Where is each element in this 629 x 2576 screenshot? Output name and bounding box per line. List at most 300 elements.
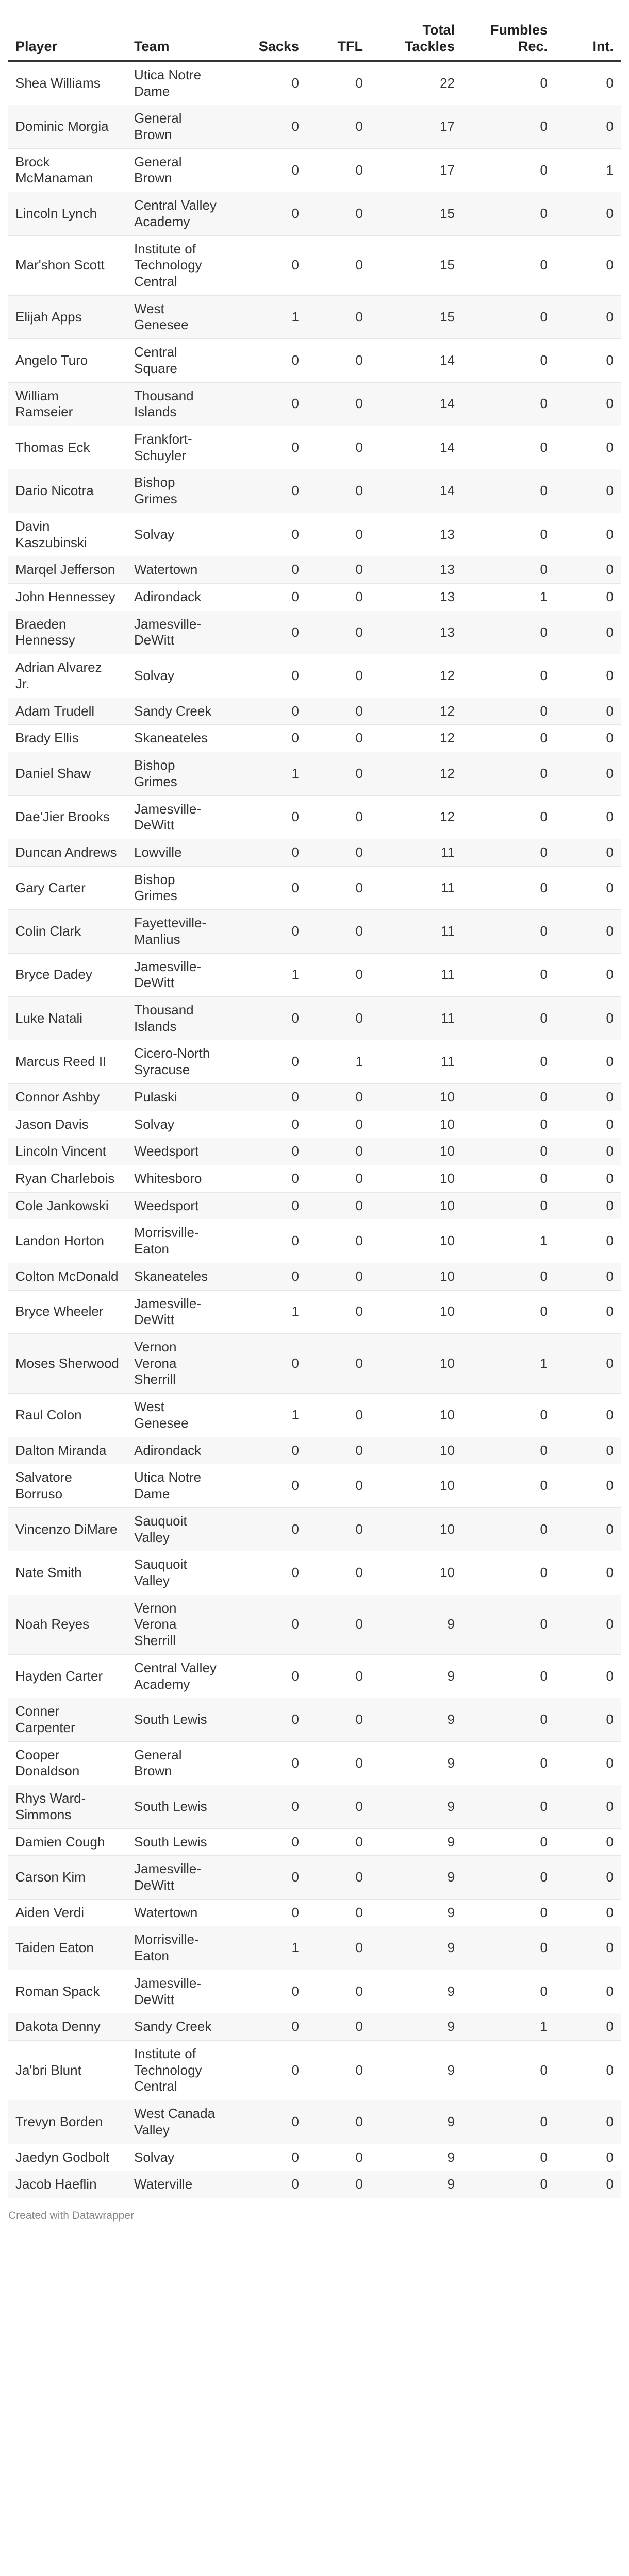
cell-player: Landon Horton (8, 1219, 127, 1263)
cell-team: Jamesville-DeWitt (127, 1856, 228, 1899)
cell-int: 0 (555, 1899, 621, 1926)
table-row (8, 910, 621, 953)
cell-tfl: 0 (306, 1111, 370, 1138)
cell-player: Moses Sherwood (8, 1334, 127, 1394)
cell-team: General Brown (127, 105, 228, 148)
cell-int: 0 (555, 996, 621, 1040)
cell-team: Central Square (127, 339, 228, 382)
cell-player: Gary Carter (8, 866, 127, 909)
cell-team: Fayetteville-Manlius (127, 910, 228, 953)
cell-int: 0 (555, 1926, 621, 1970)
cell-sacks: 0 (228, 584, 306, 611)
cell-team: Bishop Grimes (127, 469, 228, 513)
header-tfl[interactable]: TFL (306, 15, 370, 61)
cell-sacks: 1 (228, 1394, 306, 1437)
footer-credit: Created with Datawrapper (8, 2210, 134, 2222)
cell-int: 0 (555, 1595, 621, 1654)
cell-team: Morrisville-Eaton (127, 1219, 228, 1263)
cell-total-tackles: 13 (370, 611, 462, 654)
table-row (8, 1654, 621, 1698)
header-team[interactable]: Team (127, 15, 228, 61)
cell-total-tackles: 9 (370, 2171, 462, 2198)
cell-team: Adirondack (127, 1437, 228, 1464)
cell-sacks: 0 (228, 1654, 306, 1698)
cell-tfl: 0 (306, 866, 370, 909)
cell-total-tackles: 11 (370, 996, 462, 1040)
cell-sacks: 1 (228, 1926, 306, 1970)
table-row (8, 2041, 621, 2100)
cell-total-tackles: 13 (370, 556, 462, 584)
cell-int: 0 (555, 1290, 621, 1333)
cell-team: Watertown (127, 1899, 228, 1926)
stats-table (8, 15, 621, 2198)
cell-player: Marcus Reed II (8, 1040, 127, 1083)
cell-sacks: 0 (228, 1192, 306, 1219)
table-row (8, 1926, 621, 1970)
cell-tfl: 0 (306, 1698, 370, 1741)
cell-sacks: 0 (228, 1856, 306, 1899)
cell-sacks: 0 (228, 1219, 306, 1263)
cell-fumbles-rec: 0 (462, 1654, 555, 1698)
cell-team: General Brown (127, 148, 228, 192)
table-row (8, 105, 621, 148)
cell-sacks: 0 (228, 910, 306, 953)
cell-player: Noah Reyes (8, 1595, 127, 1654)
cell-team: Thousand Islands (127, 996, 228, 1040)
cell-team: West Canada Valley (127, 2100, 228, 2144)
table-row (8, 1595, 621, 1654)
cell-int: 0 (555, 654, 621, 698)
cell-total-tackles: 14 (370, 426, 462, 469)
cell-player: Adam Trudell (8, 698, 127, 725)
cell-sacks: 0 (228, 1551, 306, 1595)
cell-player: Dario Nicotra (8, 469, 127, 513)
table-row (8, 1111, 621, 1138)
cell-sacks: 0 (228, 654, 306, 698)
cell-tfl: 0 (306, 1192, 370, 1219)
cell-sacks: 0 (228, 1111, 306, 1138)
cell-tfl: 0 (306, 61, 370, 105)
cell-player: Marqel Jefferson (8, 556, 127, 584)
cell-fumbles-rec: 0 (462, 1970, 555, 2013)
cell-team: Morrisville-Eaton (127, 1926, 228, 1970)
cell-team: Bishop Grimes (127, 752, 228, 795)
table-row (8, 339, 621, 382)
cell-int: 0 (555, 866, 621, 909)
table-row (8, 1437, 621, 1464)
cell-sacks: 0 (228, 725, 306, 752)
cell-player: Rhys Ward-Simmons (8, 1785, 127, 1828)
cell-tfl: 0 (306, 1741, 370, 1785)
cell-tfl: 0 (306, 192, 370, 235)
table-row (8, 866, 621, 909)
cell-sacks: 1 (228, 752, 306, 795)
cell-fumbles-rec: 0 (462, 752, 555, 795)
cell-team: Sauquoit Valley (127, 1551, 228, 1595)
cell-fumbles-rec: 0 (462, 1856, 555, 1899)
cell-fumbles-rec: 0 (462, 2171, 555, 2198)
cell-fumbles-rec: 0 (462, 1595, 555, 1654)
cell-tfl: 0 (306, 105, 370, 148)
cell-tfl: 0 (306, 2100, 370, 2144)
cell-int: 0 (555, 1219, 621, 1263)
cell-sacks: 0 (228, 339, 306, 382)
cell-int: 0 (555, 1437, 621, 1464)
cell-fumbles-rec: 0 (462, 1040, 555, 1083)
cell-total-tackles: 10 (370, 1394, 462, 1437)
cell-player: Cole Jankowski (8, 1192, 127, 1219)
cell-sacks: 0 (228, 556, 306, 584)
cell-sacks: 0 (228, 235, 306, 295)
cell-int: 0 (555, 295, 621, 338)
cell-player: Angelo Turo (8, 339, 127, 382)
cell-int: 0 (555, 2100, 621, 2144)
cell-sacks: 0 (228, 1083, 306, 1111)
cell-int: 0 (555, 1785, 621, 1828)
cell-tfl: 0 (306, 1138, 370, 1165)
cell-team: Jamesville-DeWitt (127, 611, 228, 654)
cell-player: Conner Carpenter (8, 1698, 127, 1741)
cell-team: Skaneateles (127, 725, 228, 752)
table-row (8, 148, 621, 192)
cell-int: 0 (555, 2041, 621, 2100)
cell-int: 0 (555, 1263, 621, 1290)
cell-total-tackles: 14 (370, 382, 462, 426)
cell-player: William Ramseier (8, 382, 127, 426)
table-row (8, 1970, 621, 2013)
cell-total-tackles: 14 (370, 469, 462, 513)
table-row (8, 2144, 621, 2171)
cell-tfl: 0 (306, 1083, 370, 1111)
cell-player: Daniel Shaw (8, 752, 127, 795)
table-row (8, 469, 621, 513)
cell-fumbles-rec: 0 (462, 61, 555, 105)
cell-int: 0 (555, 1856, 621, 1899)
table-row (8, 611, 621, 654)
cell-team: Lowville (127, 839, 228, 866)
cell-player: Carson Kim (8, 1856, 127, 1899)
cell-player: Bryce Dadey (8, 953, 127, 996)
cell-player: Colin Clark (8, 910, 127, 953)
cell-team: Vernon Verona Sherrill (127, 1595, 228, 1654)
cell-team: South Lewis (127, 1785, 228, 1828)
cell-tfl: 0 (306, 1464, 370, 1507)
cell-tfl: 0 (306, 953, 370, 996)
table-row (8, 1290, 621, 1333)
table-row (8, 556, 621, 584)
cell-sacks: 0 (228, 61, 306, 105)
cell-player: Jaedyn Godbolt (8, 2144, 127, 2171)
cell-tfl: 0 (306, 1165, 370, 1193)
cell-team: Cicero-North Syracuse (127, 1040, 228, 1083)
cell-sacks: 0 (228, 1595, 306, 1654)
cell-int: 0 (555, 1111, 621, 1138)
cell-int: 0 (555, 584, 621, 611)
cell-player: Bryce Wheeler (8, 1290, 127, 1333)
cell-tfl: 0 (306, 469, 370, 513)
table-row (8, 1040, 621, 1083)
table-row (8, 1464, 621, 1507)
cell-total-tackles: 9 (370, 2041, 462, 2100)
cell-team: Whitesboro (127, 1165, 228, 1193)
cell-team: Sauquoit Valley (127, 1507, 228, 1551)
cell-sacks: 0 (228, 1785, 306, 1828)
header-fumbles-rec[interactable]: Fumbles Rec. (462, 15, 555, 61)
cell-fumbles-rec: 0 (462, 382, 555, 426)
cell-tfl: 0 (306, 1394, 370, 1437)
cell-tfl: 0 (306, 910, 370, 953)
table-row (8, 752, 621, 795)
cell-player: Hayden Carter (8, 1654, 127, 1698)
cell-fumbles-rec: 0 (462, 1083, 555, 1111)
cell-int: 0 (555, 1970, 621, 2013)
cell-tfl: 0 (306, 1926, 370, 1970)
cell-int: 0 (555, 1165, 621, 1193)
cell-total-tackles: 17 (370, 105, 462, 148)
cell-tfl: 0 (306, 1507, 370, 1551)
table-row (8, 1334, 621, 1394)
table-row (8, 235, 621, 295)
cell-total-tackles: 22 (370, 61, 462, 105)
cell-team: West Genesee (127, 1394, 228, 1437)
table-row (8, 1856, 621, 1899)
cell-fumbles-rec: 0 (462, 556, 555, 584)
cell-sacks: 0 (228, 795, 306, 839)
cell-player: Jacob Haeflin (8, 2171, 127, 2198)
table-row (8, 839, 621, 866)
cell-team: Bishop Grimes (127, 866, 228, 909)
cell-sacks: 0 (228, 1507, 306, 1551)
cell-fumbles-rec: 0 (462, 1192, 555, 1219)
cell-tfl: 0 (306, 513, 370, 556)
cell-team: Adirondack (127, 584, 228, 611)
cell-tfl: 0 (306, 611, 370, 654)
cell-team: Jamesville-DeWitt (127, 1290, 228, 1333)
cell-total-tackles: 9 (370, 1595, 462, 1654)
cell-fumbles-rec: 0 (462, 1828, 555, 1856)
cell-sacks: 0 (228, 2013, 306, 2041)
cell-sacks: 0 (228, 1165, 306, 1193)
cell-team: Weedsport (127, 1138, 228, 1165)
cell-fumbles-rec: 1 (462, 2013, 555, 2041)
cell-fumbles-rec: 0 (462, 1785, 555, 1828)
cell-sacks: 0 (228, 1334, 306, 1394)
cell-fumbles-rec: 0 (462, 953, 555, 996)
cell-sacks: 0 (228, 1464, 306, 1507)
cell-player: Lincoln Lynch (8, 192, 127, 235)
cell-tfl: 0 (306, 839, 370, 866)
cell-team: Sandy Creek (127, 2013, 228, 2041)
cell-int: 0 (555, 556, 621, 584)
table-row (8, 513, 621, 556)
cell-int: 0 (555, 2144, 621, 2171)
cell-tfl: 0 (306, 1437, 370, 1464)
table-row (8, 584, 621, 611)
cell-team: Solvay (127, 654, 228, 698)
cell-tfl: 0 (306, 382, 370, 426)
cell-int: 0 (555, 426, 621, 469)
cell-total-tackles: 12 (370, 795, 462, 839)
table-row (8, 1219, 621, 1263)
cell-team: Jamesville-DeWitt (127, 953, 228, 996)
cell-total-tackles: 9 (370, 2144, 462, 2171)
cell-team: Solvay (127, 2144, 228, 2171)
cell-total-tackles: 9 (370, 1828, 462, 1856)
cell-total-tackles: 9 (370, 2013, 462, 2041)
cell-total-tackles: 13 (370, 513, 462, 556)
cell-tfl: 0 (306, 1334, 370, 1394)
cell-total-tackles: 10 (370, 1219, 462, 1263)
cell-tfl: 0 (306, 795, 370, 839)
cell-player: Shea Williams (8, 61, 127, 105)
cell-tfl: 0 (306, 996, 370, 1040)
table-row (8, 795, 621, 839)
cell-player: Dae'Jier Brooks (8, 795, 127, 839)
cell-tfl: 0 (306, 556, 370, 584)
cell-int: 0 (555, 1040, 621, 1083)
cell-int: 0 (555, 698, 621, 725)
cell-total-tackles: 11 (370, 953, 462, 996)
cell-tfl: 0 (306, 1595, 370, 1654)
cell-tfl: 0 (306, 1219, 370, 1263)
cell-player: Lincoln Vincent (8, 1138, 127, 1165)
cell-total-tackles: 11 (370, 910, 462, 953)
cell-fumbles-rec: 0 (462, 1926, 555, 1970)
cell-int: 0 (555, 795, 621, 839)
cell-int: 0 (555, 2013, 621, 2041)
cell-sacks: 0 (228, 1040, 306, 1083)
cell-fumbles-rec: 0 (462, 1741, 555, 1785)
cell-team: Utica Notre Dame (127, 61, 228, 105)
cell-fumbles-rec: 0 (462, 426, 555, 469)
table-row (8, 1899, 621, 1926)
cell-player: Taiden Eaton (8, 1926, 127, 1970)
header-player[interactable]: Player (8, 15, 127, 61)
cell-player: Davin Kaszubinski (8, 513, 127, 556)
cell-int: 0 (555, 839, 621, 866)
cell-sacks: 0 (228, 698, 306, 725)
cell-fumbles-rec: 0 (462, 2100, 555, 2144)
header-total-tackles[interactable]: Total Tackles (370, 15, 462, 61)
cell-player: Nate Smith (8, 1551, 127, 1595)
cell-tfl: 0 (306, 752, 370, 795)
cell-player: Vincenzo DiMare (8, 1507, 127, 1551)
cell-sacks: 1 (228, 953, 306, 996)
cell-player: Roman Spack (8, 1970, 127, 2013)
table-row (8, 61, 621, 105)
cell-int: 0 (555, 1507, 621, 1551)
cell-int: 0 (555, 105, 621, 148)
table-row (8, 1083, 621, 1111)
cell-total-tackles: 15 (370, 235, 462, 295)
cell-team: Skaneateles (127, 1263, 228, 1290)
cell-total-tackles: 12 (370, 725, 462, 752)
cell-player: Colton McDonald (8, 1263, 127, 1290)
cell-team: South Lewis (127, 1828, 228, 1856)
header-sacks[interactable]: Sacks (228, 15, 306, 61)
cell-fumbles-rec: 0 (462, 1111, 555, 1138)
cell-total-tackles: 9 (370, 1926, 462, 1970)
cell-int: 0 (555, 1551, 621, 1595)
header-int[interactable]: Int. (555, 15, 621, 61)
cell-int: 0 (555, 1741, 621, 1785)
table-row (8, 698, 621, 725)
cell-team: Jamesville-DeWitt (127, 1970, 228, 2013)
cell-int: 0 (555, 953, 621, 996)
cell-tfl: 1 (306, 1040, 370, 1083)
cell-fumbles-rec: 0 (462, 611, 555, 654)
cell-player: Raul Colon (8, 1394, 127, 1437)
cell-sacks: 0 (228, 839, 306, 866)
cell-sacks: 0 (228, 1741, 306, 1785)
cell-team: Solvay (127, 513, 228, 556)
table-row (8, 1192, 621, 1219)
cell-fumbles-rec: 0 (462, 2144, 555, 2171)
cell-total-tackles: 12 (370, 752, 462, 795)
cell-tfl: 0 (306, 725, 370, 752)
table-row (8, 1507, 621, 1551)
cell-sacks: 0 (228, 1899, 306, 1926)
cell-tfl: 0 (306, 584, 370, 611)
cell-fumbles-rec: 0 (462, 192, 555, 235)
cell-player: Luke Natali (8, 996, 127, 1040)
cell-player: Cooper Donaldson (8, 1741, 127, 1785)
table-row (8, 295, 621, 338)
cell-fumbles-rec: 0 (462, 1437, 555, 1464)
table-row (8, 654, 621, 698)
cell-player: John Hennessey (8, 584, 127, 611)
cell-tfl: 0 (306, 1263, 370, 1290)
cell-total-tackles: 10 (370, 1083, 462, 1111)
cell-fumbles-rec: 0 (462, 235, 555, 295)
cell-int: 0 (555, 61, 621, 105)
table-row (8, 1698, 621, 1741)
cell-team: Solvay (127, 1111, 228, 1138)
cell-total-tackles: 15 (370, 192, 462, 235)
cell-int: 0 (555, 910, 621, 953)
cell-fumbles-rec: 0 (462, 2041, 555, 2100)
cell-int: 0 (555, 339, 621, 382)
cell-fumbles-rec: 1 (462, 1219, 555, 1263)
cell-player: Thomas Eck (8, 426, 127, 469)
cell-tfl: 0 (306, 1856, 370, 1899)
cell-player: Adrian Alvarez Jr. (8, 654, 127, 698)
cell-fumbles-rec: 0 (462, 1165, 555, 1193)
table-row (8, 1785, 621, 1828)
table-body (8, 61, 621, 2198)
cell-sacks: 0 (228, 866, 306, 909)
cell-total-tackles: 10 (370, 1551, 462, 1595)
cell-tfl: 0 (306, 654, 370, 698)
cell-tfl: 0 (306, 295, 370, 338)
cell-fumbles-rec: 0 (462, 105, 555, 148)
cell-team: Weedsport (127, 1192, 228, 1219)
cell-team: Jamesville-DeWitt (127, 795, 228, 839)
cell-total-tackles: 10 (370, 1138, 462, 1165)
cell-fumbles-rec: 0 (462, 339, 555, 382)
table-row (8, 1165, 621, 1193)
cell-fumbles-rec: 0 (462, 996, 555, 1040)
cell-sacks: 0 (228, 1698, 306, 1741)
cell-tfl: 0 (306, 148, 370, 192)
cell-tfl: 0 (306, 698, 370, 725)
cell-fumbles-rec: 0 (462, 866, 555, 909)
cell-fumbles-rec: 0 (462, 698, 555, 725)
cell-total-tackles: 9 (370, 1654, 462, 1698)
cell-fumbles-rec: 0 (462, 148, 555, 192)
cell-total-tackles: 9 (370, 1698, 462, 1741)
cell-sacks: 0 (228, 1263, 306, 1290)
